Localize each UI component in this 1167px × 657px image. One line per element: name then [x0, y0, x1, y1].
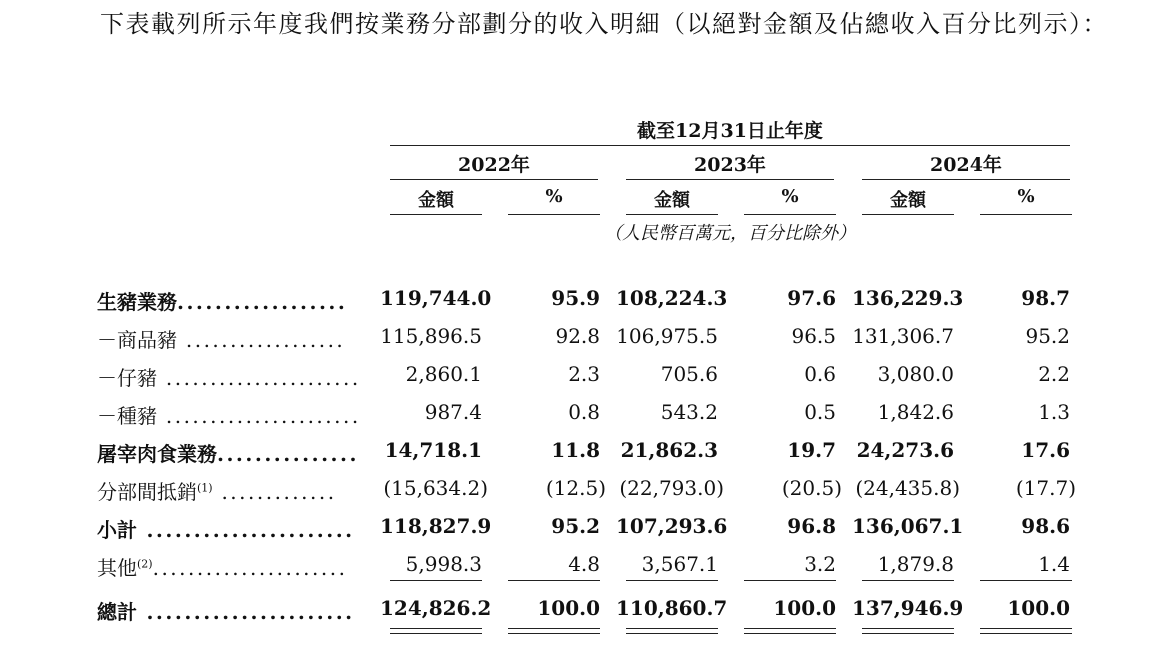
cell-percent-2024: 1.4 — [1038, 552, 1070, 576]
cell-percent-2024: 98.7 — [1021, 286, 1070, 310]
cell-percent-2023: 96.5 — [791, 324, 836, 348]
row-label: 總計 ...................... — [97, 600, 355, 624]
total-top-rule — [508, 580, 600, 581]
cell-percent-2024: 2.2 — [1038, 362, 1070, 386]
cell-percent-2022: 92.8 — [555, 324, 600, 348]
cell-percent-2022: 100.0 — [537, 596, 600, 620]
year-header-2022: 2022年 — [458, 154, 530, 176]
cell-percent-2024: 95.2 — [1025, 324, 1070, 348]
cell-amount-2024: (24,435.8) — [855, 476, 960, 500]
total-double-rule — [744, 633, 836, 634]
year-header-2024: 2024年 — [930, 154, 1002, 176]
cell-amount-2022: 118,827.9 — [380, 514, 492, 538]
cell-amount-2022: 14,718.1 — [384, 438, 482, 462]
cell-percent-2024: 98.6 — [1021, 514, 1070, 538]
total-top-rule — [626, 580, 718, 581]
cell-percent-2022: 4.8 — [568, 552, 600, 576]
cell-amount-2022: 124,826.2 — [380, 596, 492, 620]
cell-amount-2022: (15,634.2) — [383, 476, 488, 500]
cell-percent-2023: 3.2 — [804, 552, 836, 576]
row-label: －商品豬 .................. — [97, 328, 346, 352]
row-label: 其他$^{(2)}$...................... — [97, 556, 348, 580]
cell-amount-2024: 1,879.8 — [877, 552, 954, 576]
row-label: －種豬 ...................... — [97, 404, 361, 428]
cell-percent-2022: (12.5) — [545, 476, 606, 500]
year-header-2023: 2023年 — [694, 154, 766, 176]
cell-percent-2023: 100.0 — [773, 596, 836, 620]
cell-percent-2023: (20.5) — [781, 476, 842, 500]
subheader-rule — [980, 214, 1072, 215]
total-double-rule — [508, 628, 600, 629]
cell-percent-2022: 2.3 — [568, 362, 600, 386]
cell-percent-2022: 0.8 — [568, 400, 600, 424]
percent-header-2023: % — [781, 186, 799, 207]
row-label: 屠宰肉食業務............... — [97, 442, 359, 466]
total-double-rule — [626, 633, 718, 634]
cell-amount-2024: 136,229.3 — [852, 286, 964, 310]
percent-header-2024: % — [1017, 186, 1035, 207]
unit-note: （人民幣百萬元，百分比除外） — [604, 223, 856, 244]
cell-amount-2023: 705.6 — [660, 362, 718, 386]
subheader-rule — [862, 214, 954, 215]
total-top-rule — [390, 580, 482, 581]
row-label: 小計 ...................... — [97, 518, 355, 542]
cell-amount-2023: 106,975.5 — [616, 324, 718, 348]
row-label: 生豬業務.................. — [97, 290, 348, 314]
total-double-rule — [862, 628, 954, 629]
intro-paragraph: 下表載列所示年度我們按業務分部劃分的收入明細（以絕對金額及佔總收入百分比列示）： — [100, 10, 1108, 38]
total-double-rule — [980, 633, 1072, 634]
amount-header-2022: 金額 — [418, 190, 454, 211]
cell-percent-2023: 0.6 — [804, 362, 836, 386]
cell-amount-2022: 5,998.3 — [405, 552, 482, 576]
cell-amount-2023: 543.2 — [660, 400, 718, 424]
total-top-rule — [862, 580, 954, 581]
cell-percent-2024: (17.7) — [1015, 476, 1076, 500]
total-double-rule — [862, 633, 954, 634]
period-header-rule — [390, 145, 1070, 146]
percent-header-2022: % — [545, 186, 563, 207]
cell-amount-2022: 119,744.0 — [380, 286, 492, 310]
cell-percent-2024: 1.3 — [1038, 400, 1070, 424]
cell-amount-2024: 1,842.6 — [877, 400, 954, 424]
cell-percent-2024: 100.0 — [1007, 596, 1070, 620]
total-double-rule — [744, 628, 836, 629]
cell-percent-2024: 17.6 — [1021, 438, 1070, 462]
cell-percent-2023: 0.5 — [804, 400, 836, 424]
subheader-rule — [626, 214, 718, 215]
total-double-rule — [390, 628, 482, 629]
cell-percent-2023: 19.7 — [787, 438, 836, 462]
footnote-marker: (1) — [197, 481, 213, 495]
cell-percent-2023: 97.6 — [787, 286, 836, 310]
total-double-rule — [390, 633, 482, 634]
cell-amount-2024: 24,273.6 — [856, 438, 954, 462]
year-rule-2023 — [626, 179, 834, 180]
period-header: 截至12月31日止年度 — [637, 120, 823, 142]
row-label: 分部間抵銷$^{(1)}$ ............. — [97, 480, 337, 504]
amount-header-2023: 金額 — [654, 190, 690, 211]
year-rule-2022 — [390, 179, 598, 180]
cell-amount-2022: 115,896.5 — [380, 324, 482, 348]
cell-amount-2023: 107,293.6 — [616, 514, 728, 538]
subheader-rule — [744, 214, 836, 215]
cell-amount-2023: (22,793.0) — [619, 476, 724, 500]
cell-amount-2024: 137,946.9 — [852, 596, 964, 620]
cell-amount-2024: 131,306.7 — [852, 324, 954, 348]
total-double-rule — [980, 628, 1072, 629]
footnote-marker: (2) — [137, 557, 153, 571]
cell-amount-2023: 3,567.1 — [641, 552, 718, 576]
cell-percent-2022: 95.9 — [551, 286, 600, 310]
cell-amount-2022: 987.4 — [424, 400, 482, 424]
total-top-rule — [744, 580, 836, 581]
row-label: －仔豬 ...................... — [97, 366, 361, 390]
total-double-rule — [508, 633, 600, 634]
cell-percent-2023: 96.8 — [787, 514, 836, 538]
total-top-rule — [980, 580, 1072, 581]
cell-amount-2023: 108,224.3 — [616, 286, 728, 310]
total-double-rule — [626, 628, 718, 629]
subheader-rule — [390, 214, 482, 215]
cell-amount-2022: 2,860.1 — [405, 362, 482, 386]
cell-amount-2023: 110,860.7 — [616, 596, 728, 620]
cell-amount-2024: 3,080.0 — [877, 362, 954, 386]
year-rule-2024 — [862, 179, 1070, 180]
amount-header-2024: 金額 — [890, 190, 926, 211]
subheader-rule — [508, 214, 600, 215]
cell-amount-2023: 21,862.3 — [620, 438, 718, 462]
cell-amount-2024: 136,067.1 — [852, 514, 964, 538]
cell-percent-2022: 95.2 — [551, 514, 600, 538]
cell-percent-2022: 11.8 — [551, 438, 600, 462]
